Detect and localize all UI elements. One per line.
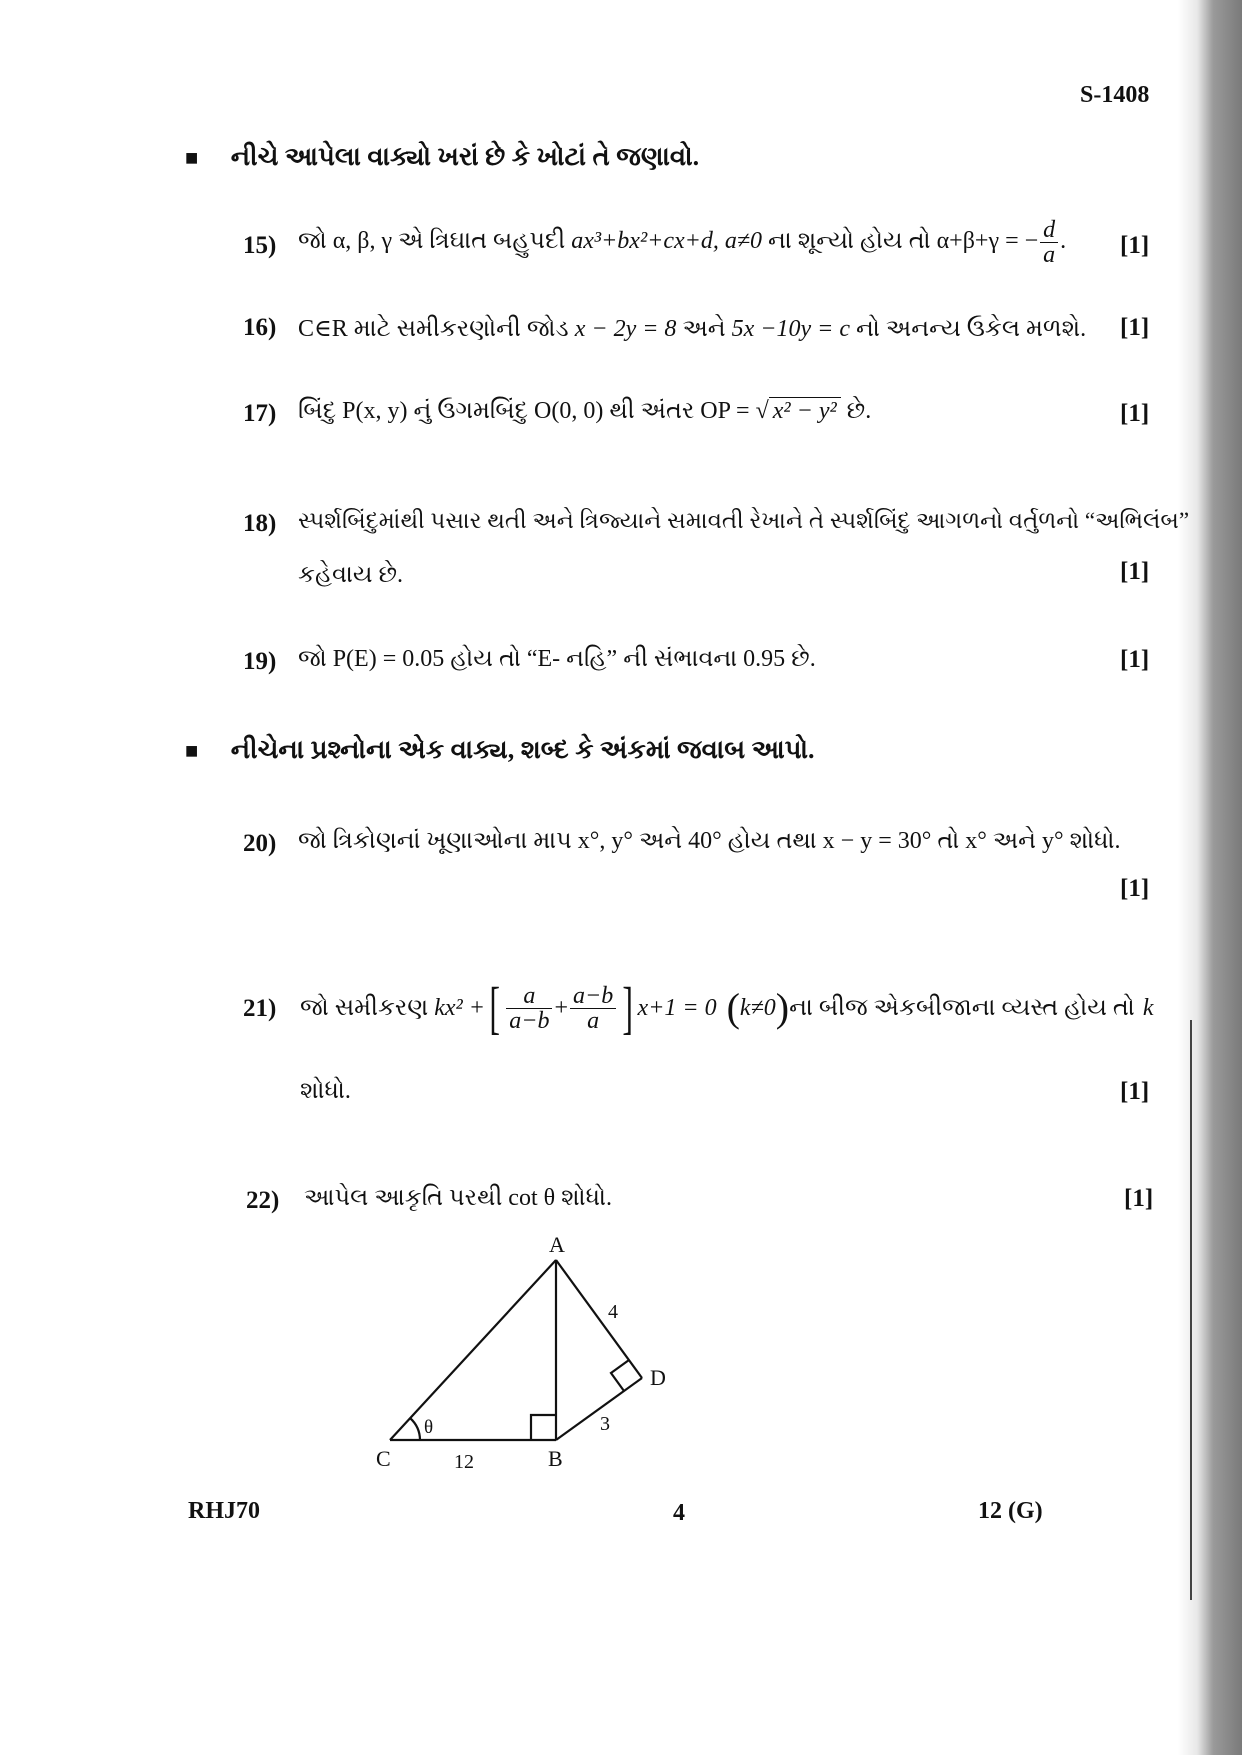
- section-title: નીચેના પ્રશ્નોના એક વાક્ય, શબ્દ કે અંકમાં જવાબ આપો.: [230, 735, 815, 764]
- question-17-text: બિંદુ P(x, y) નું ઉગમબિંદુ O(0, 0) થી અંતર OP = √ x² − y² છે.: [298, 398, 872, 424]
- label-length-CB: 12: [454, 1451, 474, 1470]
- bullet-square-icon: ■: [185, 738, 199, 763]
- paper-code: S-1408: [1080, 82, 1150, 108]
- left-bracket: [: [489, 975, 500, 1040]
- marks-label: [1]: [1120, 1078, 1150, 1105]
- section-title: નીચે આપેલા વાક્યો ખરાં છે કે ખોટાં તે જણાવો.: [230, 142, 700, 171]
- question-18-line-1: સ્પર્શબિંદુમાંથી પસાર થતી અને ત્રિજ્યાને સમાવતી રેખાને તે સ્પર્શબિંદુ આગળનો વર્તુળનો “અભિલંબ”: [298, 508, 1190, 533]
- question-20-text: જો ત્રિકોણનાં ખૂણાઓના માપ x°, y° અને 40° હોય તથા x − y = 30° તો x° અને y° શોધો.: [298, 828, 1121, 854]
- section-heading-true-false: [185, 142, 699, 173]
- footer-subject-code: 12 (G): [978, 1498, 1043, 1524]
- right-angle-mark-D: [611, 1360, 629, 1391]
- marks-label: [1]: [1120, 400, 1150, 427]
- label-B: B: [548, 1446, 563, 1470]
- bullet-square-icon: ■: [185, 145, 199, 170]
- question-21-line-2: શોધો.: [300, 1078, 351, 1104]
- question-19-text: જો P(E) = 0.05 હોય તો “E- નહિ” ની સંભાવના 0.95 છે.: [298, 646, 816, 672]
- question-number: 22): [246, 1187, 280, 1214]
- marks-label: [1]: [1120, 875, 1150, 902]
- label-D: D: [650, 1365, 666, 1390]
- page-edge-line: [1190, 1020, 1192, 1600]
- section-heading-short-answer: [185, 735, 815, 766]
- question-21-text: જો સમીકરણ kx² + [ $\frac{a}{a-b}$ + $\frac{a-b}{a}$ ] x+1 = 0 ( k≠0 ) ના બીજ એકબીજાના વ્યસ્ત હોય તો k: [300, 975, 1154, 1040]
- question-number: 18): [243, 510, 277, 537]
- question-number: 21): [243, 995, 277, 1022]
- label-A: A: [549, 1232, 565, 1257]
- side-CA: [390, 1260, 556, 1440]
- right-bracket: ]: [622, 975, 634, 1040]
- footer-code: RHJ70: [188, 1498, 260, 1524]
- square-root-symbol: √: [755, 398, 769, 424]
- fraction-a-over-a-minus-b: $\frac{a}{a-b}$: [506, 984, 552, 1033]
- question-number: 16): [243, 314, 277, 341]
- fraction-d-over-a: $\frac{d}{a}$: [1040, 218, 1058, 267]
- page-edge-shadow: [1178, 0, 1242, 1755]
- marks-label: [1]: [1120, 558, 1150, 585]
- question-22-text: આપેલ આકૃતિ પરથી cot θ શોધો.: [304, 1185, 613, 1211]
- question-15-text: જો α, β, γ એ ત્રિઘાત બહુપદી ax³+bx²+cx+d, a≠0 ના શૂન્યો હોય તો α+β+γ = − $\frac{d}{a}$ .: [298, 217, 1067, 268]
- right-angle-mark-B: [531, 1415, 556, 1440]
- label-C: C: [376, 1446, 391, 1470]
- question-number: 20): [243, 830, 277, 857]
- angle-arc-theta: [410, 1418, 420, 1440]
- radicand: x² − y²: [769, 397, 841, 424]
- label-theta: θ: [424, 1417, 434, 1438]
- page-number: 4: [673, 1500, 685, 1526]
- label-length-BD: 3: [600, 1413, 610, 1435]
- question-18-line-2: કહેવાય છે.: [298, 562, 404, 588]
- question-number: 15): [243, 232, 277, 259]
- marks-label: [1]: [1124, 1185, 1154, 1212]
- marks-label: [1]: [1120, 314, 1150, 341]
- question-number: 17): [243, 400, 277, 427]
- label-length-AD: 4: [608, 1301, 618, 1323]
- question-16-text: C∈R માટે સમીકરણોની જોડ x − 2y = 8 અને 5x −10y = c નો અનન્ય ઉકેલ મળશે.: [298, 316, 1087, 342]
- marks-label: [1]: [1120, 646, 1150, 673]
- fraction-a-minus-b-over-a: $\frac{a-b}{a}$: [570, 984, 616, 1033]
- question-number: 19): [243, 648, 277, 675]
- marks-label: [1]: [1120, 232, 1150, 259]
- side-BD: [556, 1378, 642, 1440]
- triangle-figure: [360, 1230, 690, 1470]
